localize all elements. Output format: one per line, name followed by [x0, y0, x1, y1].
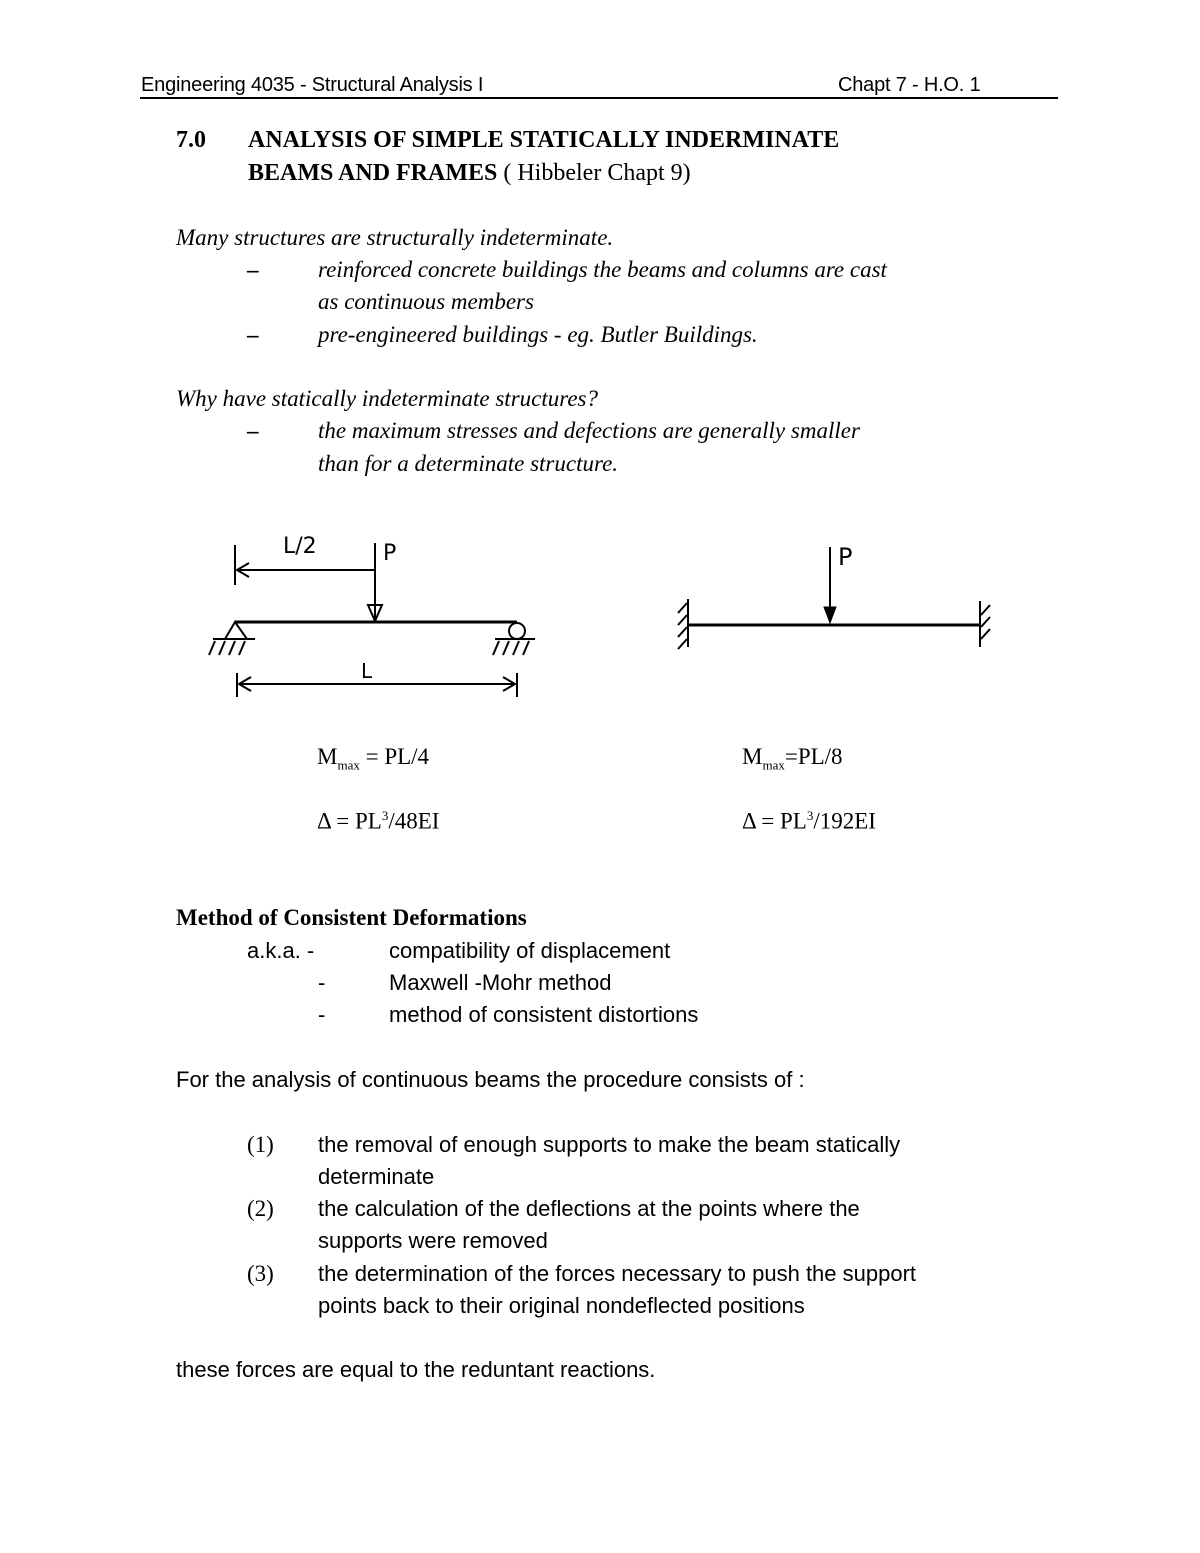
procedure-intro: For the analysis of continuous beams the procedure consists of : — [176, 1067, 805, 1092]
header-rule — [140, 97, 1058, 99]
left-deflection-formula — [317, 808, 439, 835]
pin-support-icon — [225, 622, 247, 639]
why-bullet-1-line1: the maximum stresses and defections are generally smaller — [318, 418, 860, 443]
step-2-line2: supports were removed — [318, 1228, 548, 1253]
intro-bullet-1-line2: as continuous members — [318, 289, 534, 314]
fixed-fixed-beam-diagram — [670, 535, 1010, 660]
step-1-line1: the removal of enough supports to make the beam statically — [318, 1132, 901, 1157]
why-heading: Why have statically indeterminate structures? — [176, 386, 598, 411]
aka-item-2: Maxwell -Mohr method — [389, 970, 612, 995]
aka-item-1: compatibility of displacement — [389, 938, 671, 963]
span-label: L — [361, 659, 373, 683]
intro-bullet-1-line1: reinforced concrete buildings the beams and columns are cast — [318, 257, 887, 282]
simply-supported-beam-diagram — [195, 525, 555, 705]
section-title-reference: ( Hibbeler Chapt 9) — [503, 160, 691, 186]
right-deflection-formula — [742, 808, 876, 835]
step-3-line2: points back to their original nondeflected positions — [318, 1293, 805, 1318]
pin-support-hatch — [209, 641, 245, 655]
left-moment-subscript: max — [337, 757, 360, 773]
left-moment-value: = PL/4 — [359, 744, 430, 769]
half-span-label: L/2 — [283, 534, 317, 559]
right-moment-value: =PL/8 — [784, 744, 843, 769]
roller-support-hatch — [493, 641, 529, 655]
why-bullet-1-line2: than for a determinate structure. — [318, 451, 619, 476]
left-moment-symbol: M — [317, 744, 338, 769]
procedure-conclusion: these forces are equal to the reduntant reactions. — [176, 1357, 656, 1382]
left-deflection-symbol: Δ = PL — [317, 808, 382, 834]
section-title-line2 — [248, 160, 691, 187]
right-fixed-support-hatch — [981, 605, 990, 639]
right-load-label: P — [838, 543, 853, 571]
right-deflection-exponent: 3 — [806, 808, 814, 823]
step-3-line1: the determination of the forces necessary to push the support — [318, 1261, 917, 1286]
section-title-line2-text: BEAMS AND FRAMES — [248, 160, 498, 186]
aka-item-3: method of consistent distortions — [389, 1002, 699, 1027]
section-number: 7.0 — [176, 127, 206, 153]
right-moment-subscript: max — [762, 757, 785, 773]
intro-heading: Many structures are structurally indeterminate. — [176, 225, 614, 250]
why-bullet-1-marker: – — [247, 418, 259, 443]
aka-label: a.k.a. - — [247, 938, 315, 963]
roller-support-icon — [509, 623, 525, 639]
header-chapter: Chapt 7 - H.O. 1 — [838, 74, 981, 96]
intro-bullet-2-marker: – — [247, 322, 259, 347]
method-heading: Method of Consistent Deformations — [176, 905, 527, 930]
section-title-line1: ANALYSIS OF SIMPLE STATICALLY INDERMINATE — [248, 127, 840, 153]
aka-item-3-marker: - — [318, 1002, 326, 1027]
intro-bullet-2-line1: pre-engineered buildings - eg. Butler Buildings. — [318, 322, 758, 347]
right-deflection-symbol: Δ = PL — [742, 808, 807, 834]
header-course: Engineering 4035 - Structural Analysis I — [141, 74, 484, 96]
step-3-number: (3) — [247, 1261, 274, 1286]
step-2-line1: the calculation of the deflections at the points where the — [318, 1196, 860, 1221]
left-deflection-value: /48EI — [388, 808, 440, 834]
intro-bullet-1-marker: – — [247, 257, 259, 282]
right-load-arrowhead — [824, 607, 836, 623]
left-load-label: P — [383, 541, 397, 566]
right-deflection-value: /192EI — [813, 808, 876, 834]
step-1-line2: determinate — [318, 1164, 435, 1189]
step-1-number: (1) — [247, 1132, 274, 1157]
aka-item-2-marker: - — [318, 970, 326, 995]
right-moment-symbol: M — [742, 744, 763, 769]
step-2-number: (2) — [247, 1196, 274, 1221]
left-moment-formula — [317, 744, 429, 774]
left-fixed-support-hatch — [678, 603, 687, 649]
right-moment-formula — [742, 744, 843, 774]
left-deflection-exponent: 3 — [381, 808, 389, 823]
